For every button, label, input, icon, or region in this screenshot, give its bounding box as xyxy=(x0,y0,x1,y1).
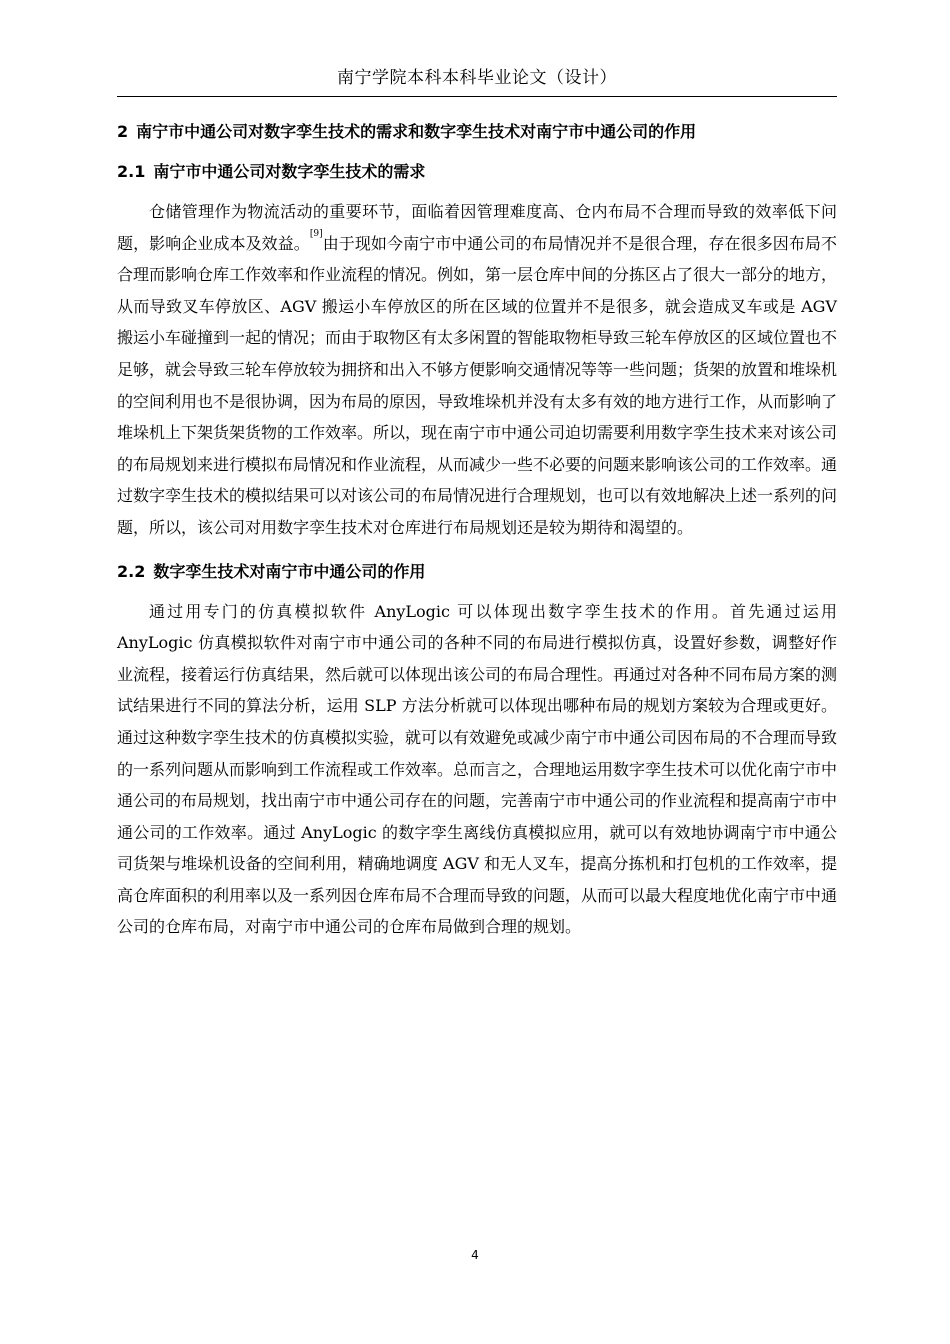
page-body xyxy=(117,116,837,955)
section-heading-2-1 xyxy=(117,156,837,188)
chapter-number: 2 xyxy=(117,122,129,141)
paragraph-text: 仓储管理作为物流活动的重要环节，面临着因管理难度高、仓内布局不合理而导致的效率低下问题，影响企业成本及效益。 xyxy=(117,202,837,253)
chapter-title: 南宁市中通公司对数字孪生技术的需求和数字孪生技术对南宁市中通公司的作用 xyxy=(136,122,697,141)
section-2-1-paragraph xyxy=(117,196,837,544)
section-title: 数字孪生技术对南宁市中通公司的作用 xyxy=(153,561,426,581)
section-heading-2-2 xyxy=(117,556,837,588)
page-number: 4 xyxy=(471,1248,479,1262)
chapter-heading xyxy=(117,116,837,148)
section-number: 2.2 xyxy=(117,561,146,581)
section-title: 南宁市中通公司对数字孪生技术的需求 xyxy=(153,162,426,181)
paragraph-text: 由于现如今南宁市中通公司的布局情况并不是很合理，存在很多因布局不合理而影响仓库工作效率和作业流程的情况。例如，第一层仓库中间的分拣区占了很大一部分的地方，从而导致叉车停放区、AGV 搬运小车停放区的所在区域的位置并不是很多，就会造成叉车或是 AGV 搬运小车碰撞到一起的情况；而由于取物区有太多闲置的智能取物柜导致三轮车停放区的区域位置也不足够，就会导致三轮车停放较为拥挤和出入不够方便影响交通情况等等一些问题；货架的放置和堆垛机的空间利用也不是很协调，因为布局的原因，导致堆垛机并没有太多有效的地方进行工作，从而影响了堆垛机上下架货架货物的工作效率。所以，现在南宁市中通公司迫切需要利用数字孪生技术来对该公司的布局规划来进行模拟布局情况和作业流程，从而减少一些不必要的问题来影响该公司的工作效率。通过数字孪生技术的模拟结果可以对该公司的布局情况进行合理规划，也可以有效地解决上述一系列的问题，所以，该公司对用数字孪生技术对仓库进行布局规划还是较为期待和渴望的。 xyxy=(117,233,838,537)
header-rule xyxy=(117,96,837,97)
section-number: 2.1 xyxy=(117,162,146,181)
running-header: 南宁学院本科本科毕业论文（设计） xyxy=(337,68,617,88)
section-2-2-paragraph: 通过用专门的仿真模拟软件 AnyLogic 可以体现出数字孪生技术的作用。首先通过运用 AnyLogic 仿真模拟软件对南宁市中通公司的各种不同的布局进行模拟仿真，设置好参数，调整好作业流程，接着运行仿真结果，然后就可以体现出该公司的布局合理性。再通过对各种不同布局方案的测试结果进行不同的算法分析，运用 SLP 方法分析就可以体现出哪种布局的规划方案较为合理或更好。通过这种数字孪生技术的仿真模拟实验，就可以有效避免或减少南宁市中通公司因布局的不合理而导致的一系列问题从而影响到工作流程或工作效率。总而言之，合理地运用数字孪生技术可以优化南宁市中通公司的布局规划，找出南宁市中通公司存在的问题，完善南宁市中通公司的作业流程和提高南宁市中通公司的工作效率。通过 AnyLogic 的数字孪生离线仿真模拟应用，就可以有效地协调南宁市中通公司货架与堆垛机设备的空间利用，精确地调度 AGV 和无人叉车，提高分拣机和打包机的工作效率，提高仓库面积的利用率以及一系列因仓库布局不合理而导致的问题，从而可以最大程度地优化南宁市中通公司的仓库布局，对南宁市中通公司的仓库布局做到合理的规划。 xyxy=(117,601,838,937)
citation-marker: [9] xyxy=(309,228,323,239)
